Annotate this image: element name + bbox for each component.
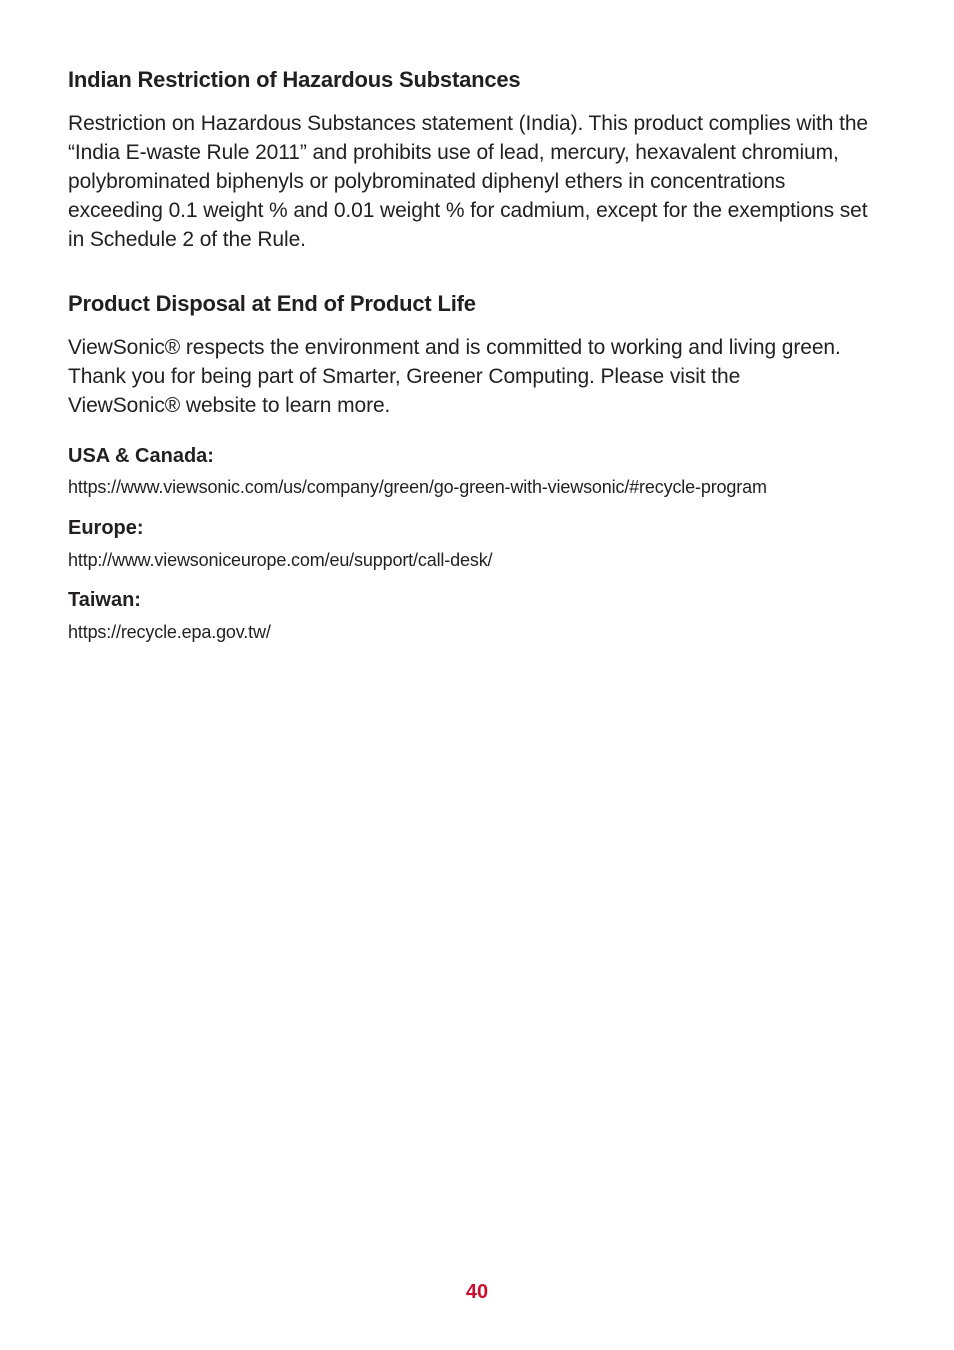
india-rohs-paragraph: Restriction on Hazardous Substances statement (India). This product complies with the “India E-waste Rule 2011” and prohibits use of lead, mercury, hexavalent chromium, polybrominated biphenyls or polybrominated diphenyl ethers in concentrations exceeding 0.1 weight % and 0.01 weight % for cadmium, except for the exemptions set in Schedule 2 of the Rule. [68,112,869,251]
page-number: 40 [465,1281,489,1303]
usa-canada-label: USA & Canada: [68,445,214,467]
product-disposal-paragraph: ViewSonic® respects the environment and is committed to working and living green. Thank you for being part of Smarter, Greener Computing. Please visit the ViewSonic® website to learn more. [68,336,841,417]
india-rohs-heading: Indian Restriction of Hazardous Substances [68,67,521,92]
europe-support-link[interactable]: http://www.viewsoniceurope.com/eu/support/call-desk/ [68,550,493,570]
taiwan-recycle-link[interactable]: https://recycle.epa.gov.tw/ [68,622,271,642]
europe-label: Europe: [68,517,144,539]
usa-canada-recycle-link[interactable]: https://www.viewsonic.com/us/company/green/go-green-with-viewsonic/#recycle-program [68,477,767,497]
taiwan-label: Taiwan: [68,589,141,611]
product-disposal-heading: Product Disposal at End of Product Life [68,291,476,316]
